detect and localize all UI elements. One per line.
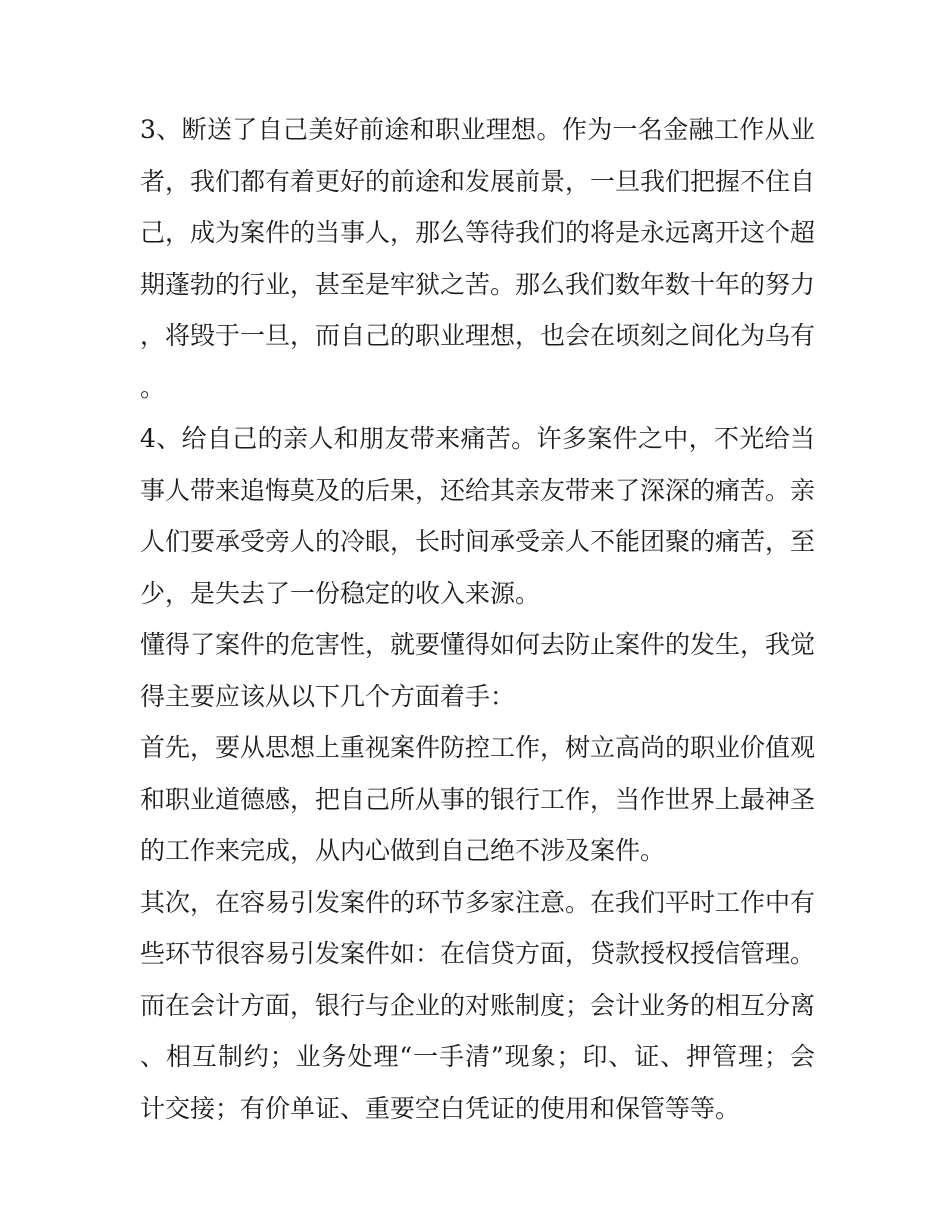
paragraph-second-measure: 其次，在容易引发案件的环节多家注意。在我们平时工作中有些环节很容易引发案件如：在信贷方面，贷款授权授信管理。而在会计方面，银行与企业的对账制度；会计业务的相互分离、相互制约；业务处理“一手清”现象；印、证、押管理；会计交接；有价单证、重要空白凭证的使用和保管等等。: [140, 887, 816, 1123]
paragraph-prevention-intro: 懂得了案件的危害性，就要懂得如何去防止案件的发生，我觉得主要应该从以下几个方面着手：: [140, 630, 816, 711]
paragraph-first-measure: 首先，要从思想上重视案件防控工作，树立高尚的职业价值观和职业道德感，把自己所从事的银行工作，当作世界上最神圣的工作来完成，从内心做到自己绝不涉及案件。: [140, 733, 816, 865]
paragraph-harm-career: 3、断送了自己美好前途和职业理想。作为一名金融工作从业者，我们都有着更好的前途和发展前景，一旦我们把握不住自己，成为案件的当事人，那么等待我们的将是永远离开这个超期蓬勃的行业，甚至是牢狱之苦。那么我们数年数十年的努力，将毁于一旦，而自己的职业理想，也会在顷刻之间化为乌有。: [140, 115, 816, 402]
paragraph-harm-family: 4、给自己的亲人和朋友带来痛苦。许多案件之中，不光给当事人带来追悔莫及的后果，还给其亲友带来了深深的痛苦。亲人们要承受旁人的冷眼，长时间承受亲人不能团聚的痛苦，至少，是失去了一份稳定的收入来源。: [140, 424, 816, 608]
document-page: [140, 104, 815, 1134]
